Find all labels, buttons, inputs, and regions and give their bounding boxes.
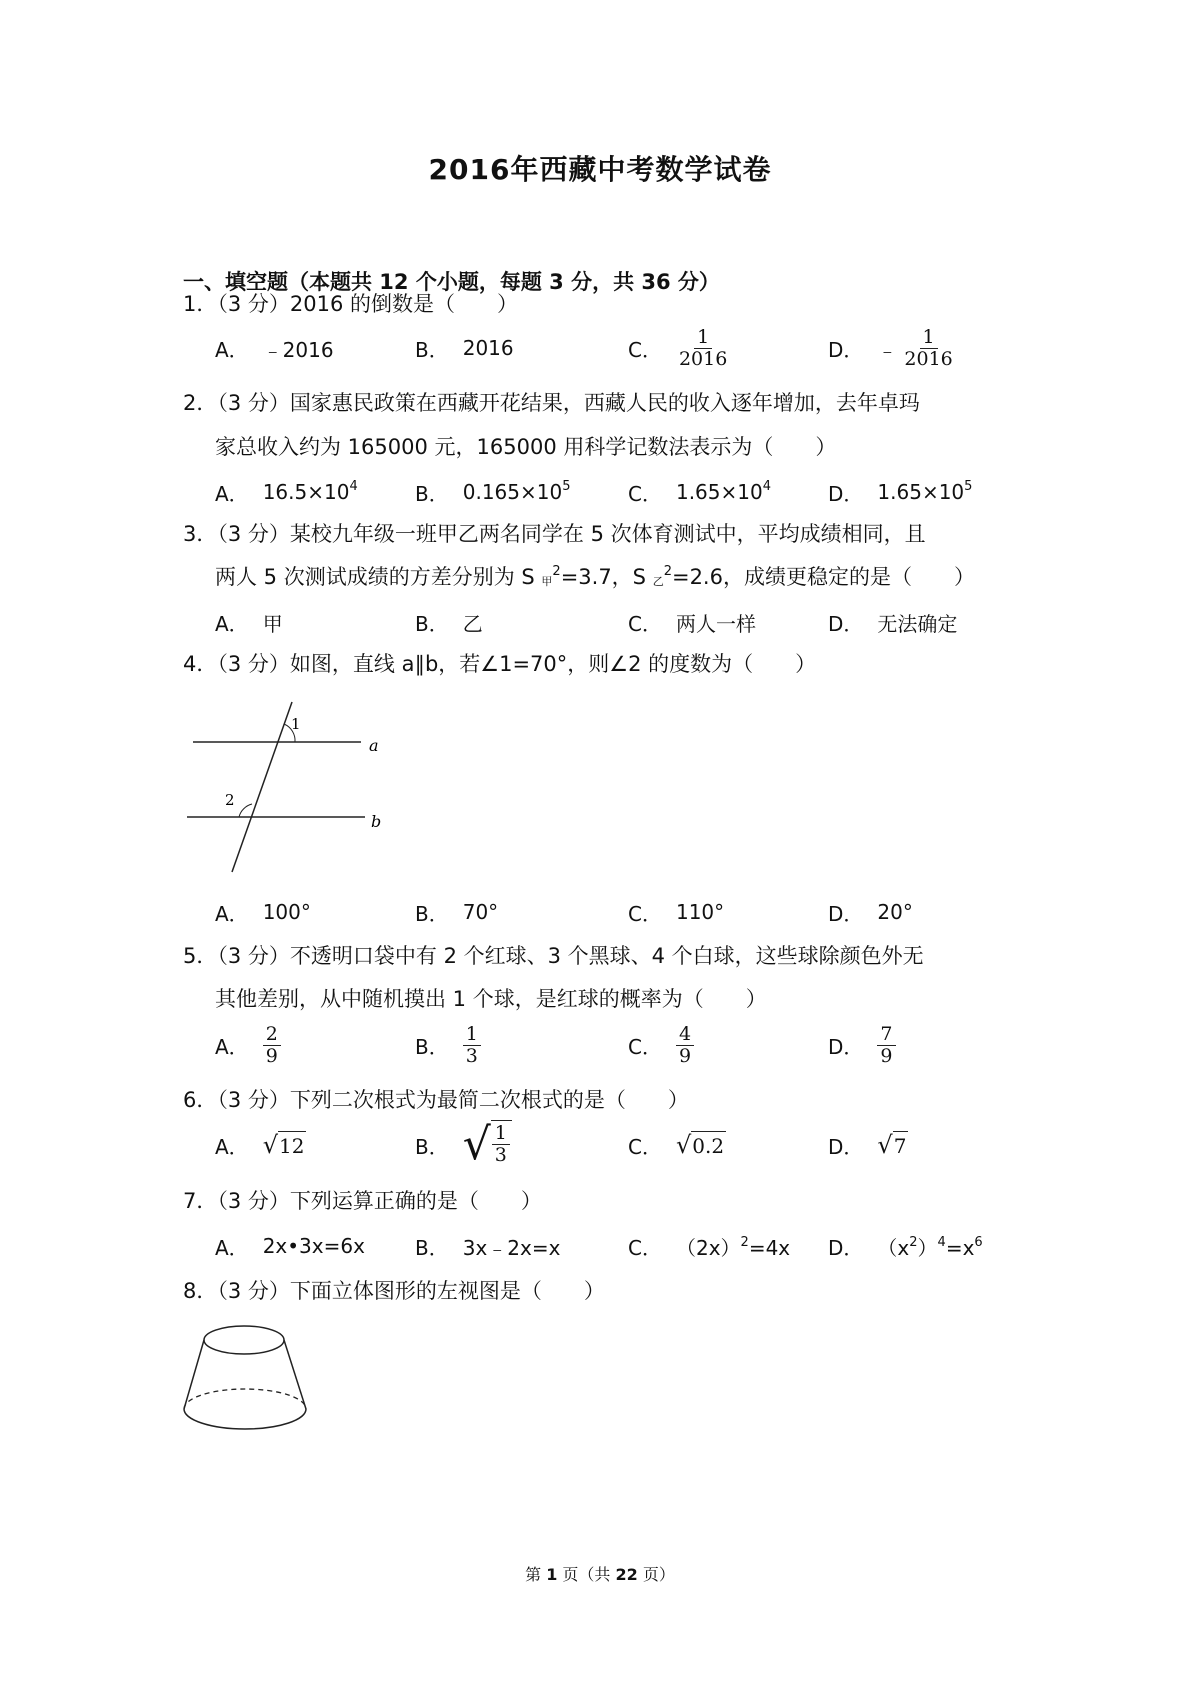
question-5-options xyxy=(215,1020,1015,1070)
option-value xyxy=(463,480,571,504)
frustum-figure xyxy=(180,1322,320,1437)
option-label: A． xyxy=(215,1235,249,1260)
option-value: 100° xyxy=(262,900,311,924)
option-value xyxy=(877,480,972,504)
denominator: 9 xyxy=(880,1044,893,1067)
exponent: 5 xyxy=(964,479,973,494)
option-value: 3x﹣2x=x xyxy=(462,1235,561,1260)
transversal-line xyxy=(232,702,292,872)
option-value: 2016 xyxy=(462,336,514,360)
option-label: A． xyxy=(215,611,249,636)
option-value xyxy=(676,1232,790,1261)
option-value: 乙 xyxy=(462,611,483,636)
exponent: 4 xyxy=(762,479,771,494)
q4-option-d[interactable] xyxy=(828,887,913,937)
question-3-stem-cont xyxy=(215,563,975,591)
exponent: 5 xyxy=(562,479,571,494)
numerator: 1 xyxy=(463,1024,481,1046)
q7-option-b[interactable] xyxy=(415,1221,560,1271)
total-pages: 22 xyxy=(615,1565,638,1584)
frustum-bottom-front-arc xyxy=(184,1409,306,1429)
option-value: 2x•3x=6x xyxy=(262,1234,365,1258)
option-label: D． xyxy=(828,337,864,362)
option-label: A． xyxy=(215,481,249,506)
q5-option-a[interactable] xyxy=(215,1020,281,1070)
question-7-stem: 7．（3 分）下列运算正确的是（ ） xyxy=(183,1189,542,1213)
exponent: 4 xyxy=(937,1234,946,1250)
question-4-options xyxy=(215,887,1015,937)
line-a-label: a xyxy=(369,736,379,755)
q1-option-c[interactable] xyxy=(628,323,730,373)
option-value: 70° xyxy=(462,900,499,924)
frustum-top-ellipse xyxy=(204,1326,284,1354)
superscript: 2 xyxy=(663,564,672,579)
frustum-bottom-hidden-arc xyxy=(184,1389,306,1409)
q1-option-b[interactable] xyxy=(415,323,514,373)
numerator: 4 xyxy=(676,1024,694,1046)
option-label: C． xyxy=(628,901,662,926)
option-value: ﹣2016 xyxy=(262,337,334,362)
text: （x xyxy=(877,1235,910,1260)
option-label: B． xyxy=(415,337,449,362)
exponent: 4 xyxy=(349,479,358,494)
option-value: 甲 xyxy=(262,611,283,636)
q1-option-d[interactable] xyxy=(828,323,956,373)
option-label: D． xyxy=(828,481,864,506)
fraction xyxy=(901,327,955,370)
text: ） xyxy=(917,1235,938,1260)
question-3-stem: 3．（3 分）某校九年级一班甲乙两名同学在 5 次体育测试中，平均成绩相同，且 xyxy=(183,522,926,546)
footer-text: 页） xyxy=(637,1565,675,1584)
text: =x xyxy=(945,1235,975,1260)
denominator: 9 xyxy=(678,1044,692,1067)
option-value: 20° xyxy=(877,900,913,924)
question-3-options xyxy=(215,597,1015,647)
radical-sign-icon: √ xyxy=(877,1131,893,1159)
question-5-stem: 5．（3 分）不透明口袋中有 2 个红球、3 个黑球、4 个白球，这些球除颜色外无 xyxy=(183,944,924,968)
option-label: C． xyxy=(628,1034,662,1059)
denominator: 9 xyxy=(265,1044,278,1067)
subscript: 甲 xyxy=(541,575,553,588)
exponent: 6 xyxy=(974,1234,983,1250)
frustum-left-edge xyxy=(184,1340,204,1409)
footer-text: 页（共 xyxy=(557,1565,616,1584)
question-2-options xyxy=(215,467,1015,517)
q6-option-b[interactable] xyxy=(415,1120,512,1170)
q3-option-a[interactable] xyxy=(215,597,283,647)
denominator: 2016 xyxy=(678,347,728,370)
question-7-options xyxy=(215,1221,1015,1271)
fraction xyxy=(877,1024,895,1067)
base: 1.65×10 xyxy=(877,480,965,504)
q2-option-a[interactable] xyxy=(215,467,358,517)
exponent: 2 xyxy=(909,1234,918,1250)
option-value: 无法确定 xyxy=(877,611,958,636)
square-root xyxy=(263,1131,307,1159)
option-value xyxy=(676,480,771,504)
question-6-stem: 6．（3 分）下列二次根式为最简二次根式的是（ ） xyxy=(183,1088,689,1112)
fraction xyxy=(676,1024,694,1067)
radical-sign-icon: √ xyxy=(462,1119,491,1170)
numerator: 1 xyxy=(920,327,938,349)
q6-option-d[interactable] xyxy=(828,1120,908,1170)
option-value xyxy=(263,480,358,504)
question-6-options xyxy=(215,1120,1015,1170)
q7-option-d[interactable] xyxy=(828,1221,983,1271)
q1-option-a[interactable] xyxy=(215,323,334,373)
q3-option-b[interactable] xyxy=(415,597,483,647)
radicand xyxy=(491,1120,512,1170)
square-root xyxy=(463,1120,512,1170)
option-label: B． xyxy=(415,1134,449,1159)
page-title: 2016年西藏中考数学试卷 xyxy=(428,153,772,186)
footer-text: 第 xyxy=(525,1565,547,1584)
question-5-stem-cont: 其他差别，从中随机摸出 1 个球，是红球的概率为（ ） xyxy=(215,987,767,1011)
option-label: B． xyxy=(415,611,449,636)
option-label: A． xyxy=(215,1034,249,1059)
option-label: B． xyxy=(415,1235,449,1260)
option-label: B． xyxy=(415,481,449,506)
option-label: D． xyxy=(828,1034,864,1059)
option-label: C． xyxy=(628,337,662,362)
question-8-stem: 8．（3 分）下面立体图形的左视图是（ ） xyxy=(183,1279,605,1303)
denominator: 3 xyxy=(494,1144,507,1166)
superscript: 2 xyxy=(552,564,561,579)
exponent: 2 xyxy=(740,1234,749,1250)
frustum-right-edge xyxy=(284,1340,306,1409)
parallel-lines-figure xyxy=(185,700,385,900)
q7-option-a[interactable] xyxy=(215,1221,365,1271)
option-value: 两人一样 xyxy=(675,611,756,636)
line-b-label: b xyxy=(371,812,382,831)
q5-option-b[interactable] xyxy=(415,1020,481,1070)
option-label: A． xyxy=(215,901,249,926)
option-label: D． xyxy=(828,901,864,926)
numerator: 2 xyxy=(263,1024,281,1046)
q4-option-c[interactable] xyxy=(628,887,724,937)
q2-option-b[interactable] xyxy=(415,467,570,517)
fraction xyxy=(263,1024,281,1067)
text: =2.6，成绩更稳定的是（ ） xyxy=(671,565,975,589)
radicand: 0.2 xyxy=(691,1131,726,1159)
text: =4x xyxy=(748,1235,791,1260)
q5-option-d[interactable] xyxy=(828,1020,896,1070)
angle-2-arc xyxy=(239,804,252,817)
minus-sign: ﹣ xyxy=(877,337,898,362)
question-1-options xyxy=(215,323,1015,373)
fraction xyxy=(463,1024,481,1067)
q3-option-d[interactable] xyxy=(828,597,957,647)
q7-option-c[interactable] xyxy=(628,1221,790,1271)
option-label: D． xyxy=(828,1235,864,1260)
option-label: A． xyxy=(215,337,249,362)
numerator: 1 xyxy=(492,1123,510,1145)
text: （2x） xyxy=(675,1235,741,1260)
section-heading: 一、填空题（本题共 12 个小题，每题 3 分，共 36 分） xyxy=(183,270,720,294)
option-value: 110° xyxy=(675,900,725,924)
angle-2-label: 2 xyxy=(225,791,235,809)
option-label: C． xyxy=(628,1134,662,1159)
q5-option-c[interactable] xyxy=(628,1020,694,1070)
numerator: 1 xyxy=(694,327,712,349)
q6-option-c[interactable] xyxy=(628,1120,726,1170)
q6-option-a[interactable] xyxy=(215,1120,306,1170)
base: 0.165×10 xyxy=(462,480,563,504)
text: 两人 5 次测试成绩的方差分别为 S xyxy=(215,565,542,589)
option-label: B． xyxy=(415,901,449,926)
option-label: C． xyxy=(628,481,662,506)
text: =3.7，S xyxy=(560,565,653,589)
option-label: B． xyxy=(415,1034,449,1059)
fraction xyxy=(492,1123,510,1166)
question-4-stem: 4．（3 分）如图，直线 a∥b，若∠1=70°，则∠2 的度数为（ ） xyxy=(183,652,817,676)
option-label: C． xyxy=(628,611,662,636)
q2-option-c[interactable] xyxy=(628,467,771,517)
question-2-stem-cont: 家总收入约为 165000 元，165000 用科学记数法表示为（ ） xyxy=(215,435,837,459)
radical-sign-icon: √ xyxy=(675,1131,692,1159)
radicand: 12 xyxy=(278,1131,306,1159)
numerator: 7 xyxy=(877,1024,895,1046)
subscript: 乙 xyxy=(652,575,664,588)
option-label: A． xyxy=(215,1134,249,1159)
option-label: C． xyxy=(628,1235,662,1260)
radical-sign-icon: √ xyxy=(262,1131,278,1159)
option-label: D． xyxy=(828,1134,864,1159)
q4-option-b[interactable] xyxy=(415,887,498,937)
option-label: D． xyxy=(828,611,864,636)
denominator: 3 xyxy=(465,1044,478,1067)
q2-option-d[interactable] xyxy=(828,467,972,517)
page-number: 1 xyxy=(546,1565,558,1584)
denominator: 2016 xyxy=(904,347,953,370)
angle-1-label: 1 xyxy=(291,715,301,733)
base: 1.65×10 xyxy=(675,480,763,504)
square-root xyxy=(676,1131,726,1159)
option-value xyxy=(877,1232,982,1261)
page-footer xyxy=(0,1562,1200,1585)
q3-option-c[interactable] xyxy=(628,597,756,647)
radicand: 7 xyxy=(893,1131,909,1159)
square-root xyxy=(877,1131,908,1159)
question-2-stem: 2．（3 分）国家惠民政策在西藏开花结果，西藏人民的收入逐年增加，去年卓玛 xyxy=(183,391,920,415)
q4-option-a[interactable] xyxy=(215,887,311,937)
question-1-stem: 1．（3 分）2016 的倒数是（ ） xyxy=(183,292,519,316)
base: 16.5×10 xyxy=(262,480,350,504)
fraction xyxy=(676,327,730,370)
